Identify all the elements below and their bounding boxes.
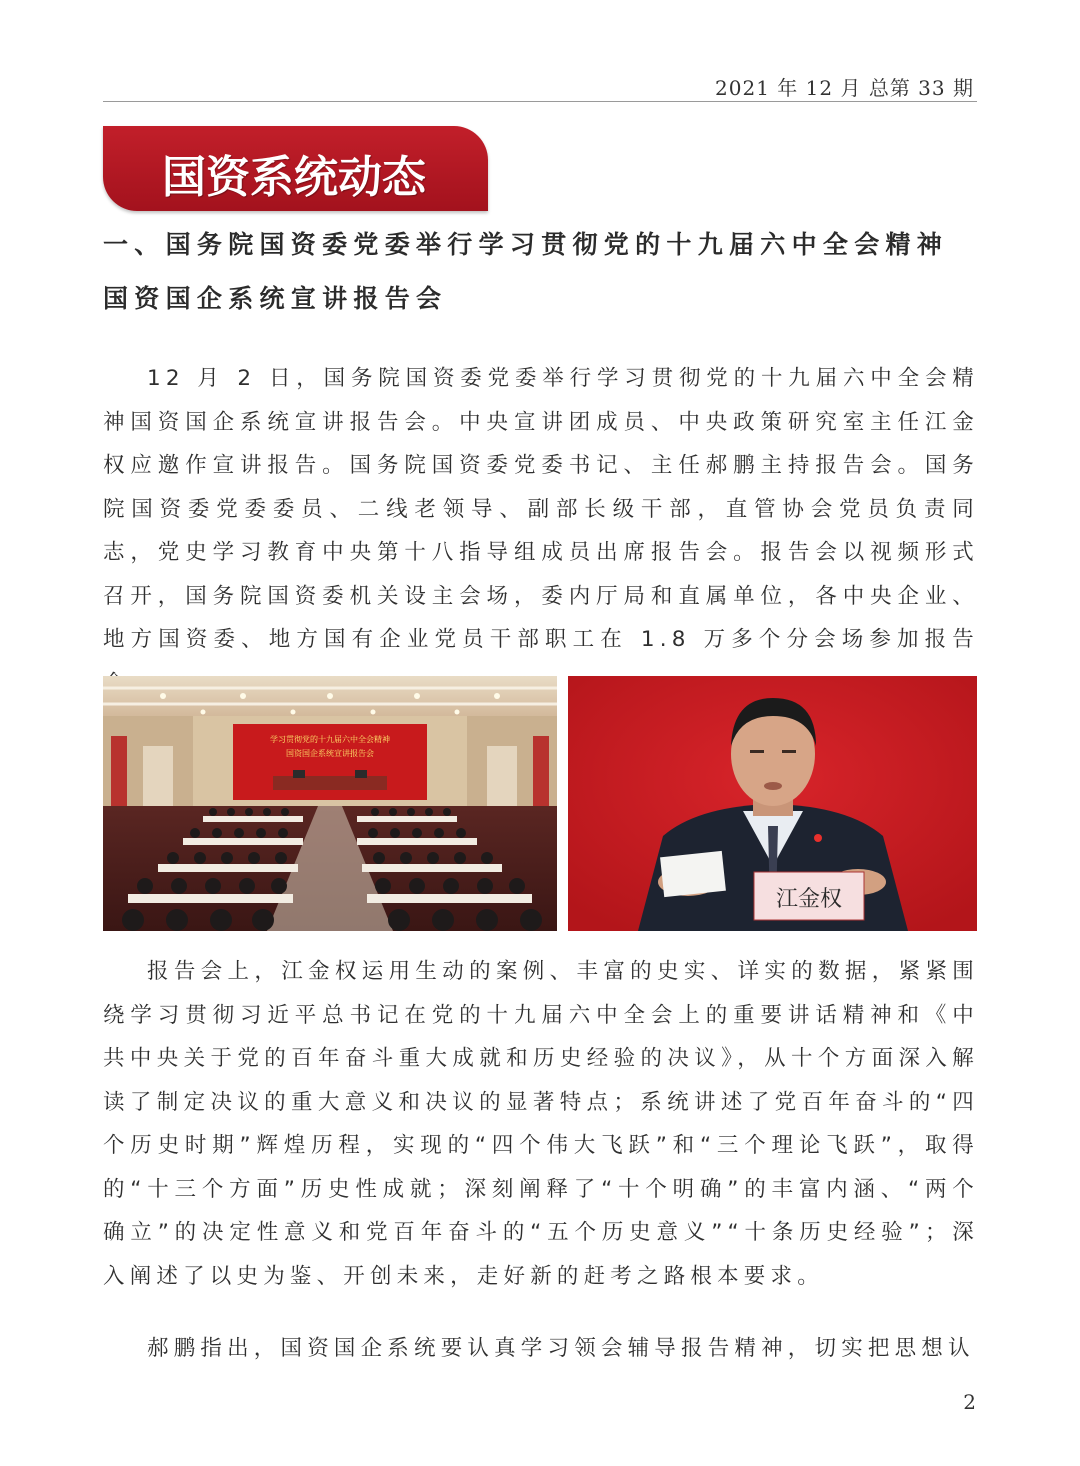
article-paragraph: 郝鹏指出，国资国企系统要认真学习领会辅导报告精神，切实把思想认 bbox=[147, 1336, 975, 1361]
article-title: 一、国务院国资委党委举行学习贯彻党的十九届六中全会精神国资国企系统宣讲报告会 bbox=[103, 230, 949, 313]
speaker-photo bbox=[568, 676, 977, 931]
conference-hall-photo bbox=[103, 676, 557, 931]
issue-date: 2021 年 12 月 总第 33 期 bbox=[715, 76, 974, 100]
section-title: 国资系统动态 bbox=[162, 152, 426, 203]
article-paragraph: 12 月 2 日，国务院国资委党委举行学习贯彻党的十九届六中全会精神国资国企系统宣讲报告会。中央宣讲团成员、中央政策研究室主任江金权应邀作宣讲报告。国务院国资委党委书记、主任郝鹏主持报告会。国务院国资委党委委员、二线老领导、副部长级干部，直管协会党员负责同志，党史学习教育中央第十八指导组成员出席报告会。报告会以视频形式召开，国务院国资委机关设主会场，委内厅局和直属单位，各中央企业、地方国资委、地方国有企业党员干部职工在 1.8 万多个分会场参加报告 bbox=[103, 366, 979, 652]
article-paragraph: 报告会上，江金权运用生动的案例、丰富的史实、详实的数据，紧紧围绕学习贯彻习近平总书记在党的十九届六中全会上的重要讲话精神和《中共中央关于党的百年奋斗重大成就和历史经验的决议》，从十个方面深入解读了制定决议的重大意义和决议的显著特点；系统讲述了党百年奋斗的“四个历史时期”辉煌历程，实现的“四个伟大飞跃”和“三个理论飞跃”，取得的“十三个方面”历史性成就；深刻阐释了“十个明确”的丰富内涵、“两个确立”的决定性意义和党百年奋斗的“五个历史意义”“十条历史经验”；深入阐述了以史为鉴、开创未来，走好新的赶考之路根本要求。 bbox=[103, 959, 979, 1289]
backdrop-line-2: 国资国企系统宣讲报告会 bbox=[286, 749, 374, 758]
page-number: 2 bbox=[963, 1390, 976, 1414]
backdrop-line-1: 学习贯彻党的十九届六中全会精神 bbox=[270, 735, 390, 744]
header-divider bbox=[103, 101, 977, 102]
speaker-nameplate: 江金权 bbox=[775, 887, 843, 912]
